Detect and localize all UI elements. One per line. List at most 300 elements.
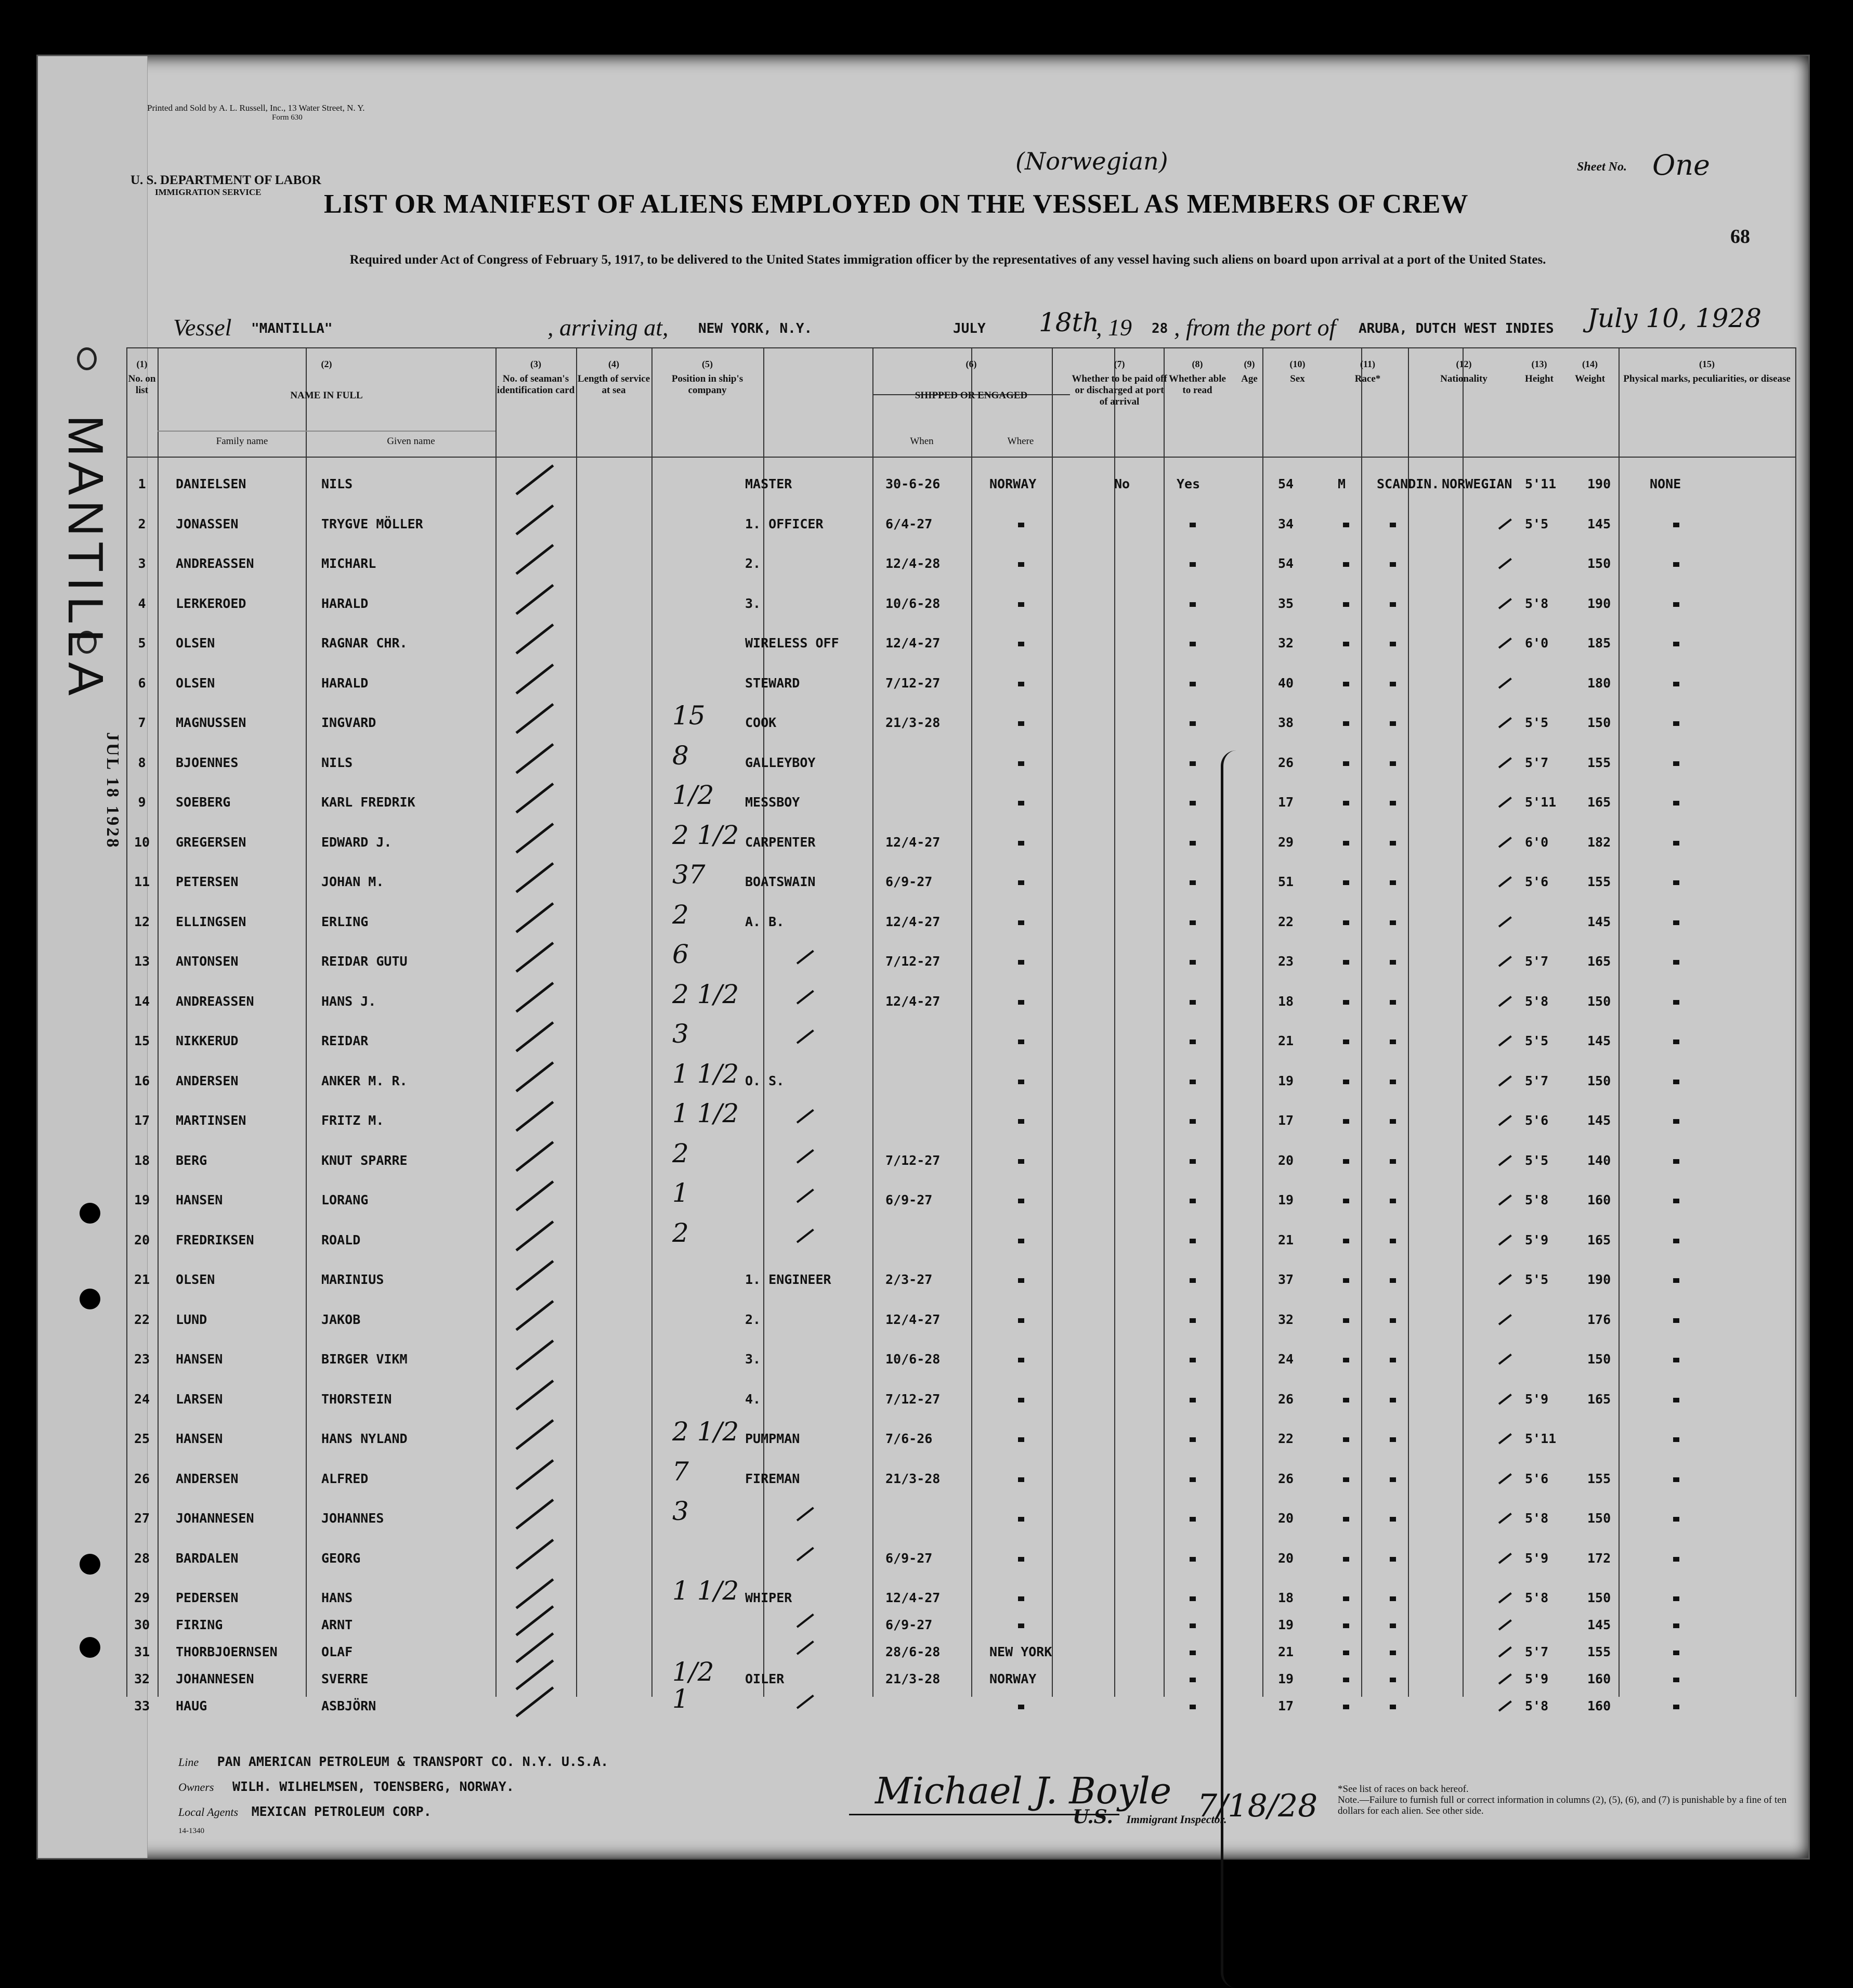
punch-hole [80, 1554, 100, 1575]
ditto-mark [797, 1695, 814, 1709]
crew-weight: 182 [1587, 834, 1611, 850]
ditto-mark [1190, 721, 1196, 726]
crew-when: 7/12-27 [885, 1391, 941, 1407]
ditto-mark [1390, 1557, 1396, 1562]
crew-service: 1/2 [672, 1657, 714, 1687]
crew-no: 5 [138, 635, 146, 651]
ditto-mark [1390, 1080, 1396, 1084]
ditto-mark [1018, 602, 1024, 607]
year-prefix: , 19 [1096, 314, 1132, 341]
crew-weight: 145 [1587, 516, 1611, 531]
crew-height: 5'11 [1525, 795, 1557, 810]
ditto-mark [1343, 1557, 1349, 1562]
ditto-mark [1498, 638, 1512, 649]
crew-weight: 165 [1587, 1391, 1611, 1407]
crew-family: MAGNUSSEN [176, 715, 246, 730]
ditto-mark [1390, 880, 1396, 885]
ditto-mark [1190, 1278, 1196, 1283]
ditto-mark [1018, 1159, 1024, 1164]
ditto-mark [1343, 920, 1349, 925]
crew-when: 21/3-28 [885, 715, 941, 730]
ditto-mark [1498, 1646, 1512, 1658]
ditto-mark [1018, 721, 1024, 726]
crew-service: 2 [672, 1138, 689, 1168]
crew-family: BJOENNES [176, 755, 239, 770]
ditto-mark [1343, 523, 1349, 527]
column-header: Age [1241, 373, 1258, 384]
crew-age: 18 [1278, 993, 1294, 1009]
crew-age: 54 [1278, 476, 1294, 491]
check-mark [515, 1659, 554, 1690]
crew-family: HAUG [176, 1698, 207, 1713]
crew-weight: 160 [1587, 1698, 1611, 1713]
crew-service: 2 [672, 1217, 689, 1248]
crew-weight: 150 [1587, 556, 1611, 571]
ditto-mark [1018, 642, 1024, 646]
ditto-mark [1190, 1517, 1196, 1522]
ditto-mark [1390, 1159, 1396, 1164]
ditto-mark [1673, 562, 1679, 567]
crew-weight: 150 [1587, 1590, 1611, 1605]
column-header: No. of seaman's identification card [497, 373, 575, 396]
ditto-mark [1343, 1119, 1349, 1124]
ditto-mark [1673, 1437, 1679, 1442]
ditto-mark [1390, 1678, 1396, 1682]
crew-height: 5'9 [1525, 1391, 1549, 1407]
ditto-mark [1343, 721, 1349, 726]
ditto-mark [1390, 1358, 1396, 1362]
ditto-mark [1018, 1000, 1024, 1005]
crew-height: 5'5 [1525, 1152, 1549, 1168]
column-number: (2) [321, 359, 332, 369]
check-mark [515, 664, 554, 694]
ditto-mark [1673, 1119, 1679, 1124]
crew-no: 10 [134, 834, 150, 850]
crew-when: 10/6-28 [885, 595, 941, 611]
crew-age: 29 [1278, 834, 1294, 850]
crew-when: 12/4-27 [885, 1590, 941, 1605]
crew-family: HANSEN [176, 1192, 223, 1207]
column-header: Sex [1290, 373, 1305, 384]
crew-age: 38 [1278, 715, 1294, 730]
crew-when: 6/9-27 [885, 1550, 933, 1566]
crew-position: 1. ENGINEER [745, 1272, 831, 1287]
crew-age: 26 [1278, 755, 1294, 770]
check-mark [515, 464, 554, 495]
crew-height: 5'5 [1525, 1272, 1549, 1287]
crew-weight: 165 [1587, 795, 1611, 810]
ditto-mark [1498, 836, 1512, 848]
ditto-mark [1190, 1705, 1196, 1709]
column-subheader: Given name [387, 436, 435, 447]
crew-given: HARALD [321, 595, 369, 611]
crew-read: Yes [1177, 476, 1200, 491]
crew-family: JONASSEN [176, 516, 239, 531]
crew-no: 26 [134, 1471, 150, 1486]
ditto-mark [1343, 1199, 1349, 1203]
crew-no: 18 [134, 1152, 150, 1168]
crew-height: 5'9 [1525, 1232, 1549, 1248]
ditto-mark [1390, 602, 1396, 607]
crew-where: NORWAY [989, 1671, 1037, 1686]
ditto-mark [1018, 1119, 1024, 1124]
crew-family: PETERSEN [176, 874, 239, 889]
crew-height: 5'5 [1525, 715, 1549, 730]
crew-given: TRYGVE MÖLLER [321, 516, 423, 531]
ditto-mark [1018, 801, 1024, 805]
crew-age: 18 [1278, 1590, 1294, 1605]
check-mark [515, 584, 554, 615]
ditto-mark [1190, 960, 1196, 965]
crew-given: JOHAN M. [321, 874, 384, 889]
ditto-mark [1343, 1651, 1349, 1655]
column-number: (14) [1582, 359, 1598, 369]
column-number: (4) [608, 359, 619, 369]
crew-age: 26 [1278, 1391, 1294, 1407]
crew-given: RAGNAR CHR. [321, 635, 408, 651]
ditto-mark [1673, 1199, 1679, 1203]
crew-given: HANS J. [321, 993, 376, 1009]
column-header: Height [1525, 373, 1554, 384]
crew-position: BOATSWAIN [745, 874, 816, 889]
crew-height: 5'6 [1525, 1113, 1549, 1128]
ditto-mark [1498, 876, 1512, 888]
ditto-mark [1018, 1623, 1024, 1628]
column-header: Whether able to read [1169, 373, 1226, 396]
crew-paid: No [1114, 476, 1130, 491]
footnote-races: *See list of races on back hereof. [1338, 1784, 1469, 1795]
column-rule [651, 347, 653, 1697]
ditto-mark [1673, 801, 1679, 805]
crew-given: ANKER M. R. [321, 1073, 408, 1088]
ditto-mark [1390, 801, 1396, 805]
crew-family: JOHANNESEN [176, 1511, 254, 1526]
column-subheader: Where [1007, 436, 1034, 447]
crew-height: 5'11 [1525, 1431, 1557, 1446]
ditto-mark [1498, 1393, 1512, 1405]
ditto-mark [1190, 1199, 1196, 1203]
ditto-mark [1343, 1358, 1349, 1362]
ditto-mark [1390, 1278, 1396, 1283]
ditto-mark [1343, 642, 1349, 646]
crew-service: 1 1/2 [672, 1098, 739, 1128]
column-number: (9) [1244, 359, 1255, 369]
crew-table [126, 347, 1795, 1714]
crew-height: 6'0 [1525, 834, 1549, 850]
ditto-mark [1673, 1318, 1679, 1323]
crew-given: EDWARD J. [321, 834, 392, 850]
vessel-name: "MANTILLA" [251, 321, 333, 336]
crew-no: 7 [138, 715, 146, 730]
ditto-mark [1498, 558, 1512, 569]
crew-age: 22 [1278, 914, 1294, 929]
crew-position: 2. [745, 556, 761, 571]
crew-no: 33 [134, 1698, 150, 1713]
inspector-title: Immigrant Inspector. [1126, 1813, 1227, 1826]
column-rule [1463, 347, 1464, 1697]
crew-weight: 150 [1587, 993, 1611, 1009]
crew-no: 25 [134, 1431, 150, 1446]
ditto-mark [1390, 1651, 1396, 1655]
crew-given: ALFRED [321, 1471, 369, 1486]
page-title: LIST OR MANIFEST OF ALIENS EMPLOYED ON THE VESSEL AS MEMBERS OF CREW [324, 189, 1469, 219]
check-mark [515, 504, 554, 535]
crew-height: 5'8 [1525, 1192, 1549, 1207]
ditto-mark [1343, 1678, 1349, 1682]
crew-age: 19 [1278, 1671, 1294, 1686]
crew-given: MARINIUS [321, 1272, 384, 1287]
ditto-mark [1673, 682, 1679, 686]
ditto-mark [1018, 1318, 1024, 1323]
column-rule [1114, 347, 1115, 1697]
ditto-mark [1390, 1437, 1396, 1442]
crew-family: THORBJOERNSEN [176, 1644, 278, 1659]
crew-family: PEDERSEN [176, 1590, 239, 1605]
crew-no: 14 [134, 993, 150, 1009]
crew-no: 13 [134, 954, 150, 969]
ditto-mark [1190, 1000, 1196, 1005]
check-mark [515, 1419, 554, 1450]
ditto-mark [1498, 1035, 1512, 1047]
column-rule [126, 347, 127, 1697]
crew-weight: 140 [1587, 1152, 1611, 1168]
ditto-mark [1673, 1278, 1679, 1283]
ditto-mark [1343, 562, 1349, 567]
sheet-value: One [1652, 149, 1711, 181]
check-mark [515, 703, 554, 734]
crew-family: ANDERSEN [176, 1073, 239, 1088]
crew-when: 6/4-27 [885, 516, 933, 531]
ditto-mark [1498, 1552, 1512, 1564]
line-value: PAN AMERICAN PETROLEUM & TRANSPORT CO. N.Y. U.S.A. [217, 1754, 609, 1769]
crew-given: THORSTEIN [321, 1391, 392, 1407]
ditto-mark [797, 1030, 814, 1044]
column-rule [576, 347, 577, 1697]
form-code: 14-1340 [178, 1827, 204, 1835]
crew-age: 37 [1278, 1272, 1294, 1287]
crew-no: 24 [134, 1391, 150, 1407]
crew-service: 2 1/2 [672, 1417, 739, 1447]
crew-family: ANTONSEN [176, 954, 239, 969]
footnote [1338, 1784, 1795, 1816]
crew-weight: 145 [1587, 1113, 1611, 1128]
ditto-mark [1673, 841, 1679, 846]
crew-height: 5'9 [1525, 1671, 1549, 1686]
ditto-mark [1390, 1119, 1396, 1124]
ditto-mark [1498, 597, 1512, 609]
crew-given: JOHANNES [321, 1511, 384, 1526]
crew-given: SVERRE [321, 1671, 369, 1686]
ditto-mark [1343, 1318, 1349, 1323]
crew-height: 5'6 [1525, 1471, 1549, 1486]
ditto-mark [1673, 1358, 1679, 1362]
crew-family: ANDREASSEN [176, 556, 254, 571]
crew-given: GEORG [321, 1550, 361, 1566]
crew-height: 5'6 [1525, 874, 1549, 889]
crew-age: 21 [1278, 1033, 1294, 1048]
crew-no: 9 [138, 795, 146, 810]
ditto-mark [1673, 761, 1679, 766]
ditto-mark [1343, 1000, 1349, 1005]
crew-when: 12/4-28 [885, 556, 941, 571]
ditto-mark [797, 1109, 814, 1124]
ditto-mark [1343, 682, 1349, 686]
column-number: (1) [136, 359, 148, 369]
ditto-mark [1018, 1040, 1024, 1044]
year-suffix: 28 [1152, 321, 1168, 336]
crew-family: ANDERSEN [176, 1471, 239, 1486]
crew-height: 5'7 [1525, 954, 1549, 969]
ditto-mark [1673, 960, 1679, 965]
crew-family: ANDREASSEN [176, 993, 254, 1009]
crew-height: 6'0 [1525, 635, 1549, 651]
ditto-mark [1390, 1623, 1396, 1628]
crew-given: NILS [321, 476, 353, 491]
ditto-mark [1343, 1040, 1349, 1044]
ditto-mark [1343, 801, 1349, 805]
crew-given: KNUT SPARRE [321, 1152, 408, 1168]
crew-given: INGVARD [321, 715, 376, 730]
column-rule [1408, 347, 1409, 1697]
ditto-mark [1343, 1623, 1349, 1628]
crew-age: 19 [1278, 1192, 1294, 1207]
crew-when: 7/12-27 [885, 1152, 941, 1168]
crew-height: 5'8 [1525, 993, 1549, 1009]
crew-service: 1 1/2 [672, 1058, 739, 1089]
ditto-mark [1390, 960, 1396, 965]
ditto-mark [1673, 920, 1679, 925]
ditto-mark [1498, 1354, 1512, 1365]
crew-given: ASBJÖRN [321, 1698, 376, 1713]
ditto-mark [1190, 642, 1196, 646]
crew-age: 51 [1278, 874, 1294, 889]
crew-given: REIDAR GUTU [321, 954, 408, 969]
crew-age: 54 [1278, 556, 1294, 571]
crew-when: 12/4-27 [885, 993, 941, 1009]
check-mark [515, 1101, 554, 1132]
crew-family: LUND [176, 1311, 207, 1327]
ditto-mark [1190, 1437, 1196, 1442]
crew-position: GALLEYBOY [745, 755, 816, 770]
crew-family: ELLINGSEN [176, 914, 246, 929]
column-header: No. on list [128, 373, 156, 396]
ditto-mark [1343, 1705, 1349, 1709]
ditto-mark [1190, 841, 1196, 846]
ditto-mark [1018, 1517, 1024, 1522]
column-rule [306, 347, 307, 1697]
nationality-annotation: (Norwegian) [1015, 147, 1168, 175]
crew-position: WHIPER [745, 1590, 792, 1605]
column-subheader: When [910, 436, 934, 447]
crew-weight: 155 [1587, 874, 1611, 889]
check-mark [515, 1632, 554, 1663]
column-number: (3) [530, 359, 541, 369]
crew-given: REIDAR [321, 1033, 369, 1048]
ditto-mark [1498, 1274, 1512, 1285]
vessel-stamp: MANTILLA [58, 415, 113, 701]
crew-where: NORWAY [989, 476, 1037, 491]
ditto-mark [1343, 1159, 1349, 1164]
crew-position: O. S. [745, 1073, 785, 1088]
ditto-mark [1190, 1358, 1196, 1362]
check-mark [515, 1459, 554, 1490]
crew-weight: 160 [1587, 1192, 1611, 1207]
column-number: (6) [965, 359, 977, 369]
column-header: Position in ship's company [671, 373, 743, 396]
crew-age: 17 [1278, 1698, 1294, 1713]
arriving-port: NEW YORK, N.Y. [698, 321, 813, 336]
ditto-mark [1343, 761, 1349, 766]
crew-no: 8 [138, 755, 146, 770]
ditto-mark [1673, 1678, 1679, 1682]
ditto-mark [1018, 920, 1024, 925]
column-number: (7) [1114, 359, 1125, 369]
crew-height: 5'8 [1525, 1698, 1549, 1713]
ditto-mark [1390, 1199, 1396, 1203]
ditto-mark [1018, 1557, 1024, 1562]
ditto-mark [1190, 1119, 1196, 1124]
ditto-mark [1498, 1194, 1512, 1206]
crew-weight: 180 [1587, 675, 1611, 691]
crew-when: 12/4-27 [885, 834, 941, 850]
ditto-mark [1018, 880, 1024, 885]
ditto-mark [1390, 1040, 1396, 1044]
ditto-mark [1390, 920, 1396, 925]
arrival-month: JULY [953, 321, 986, 336]
crew-no: 22 [134, 1311, 150, 1327]
check-mark [515, 1578, 554, 1609]
ditto-mark [1390, 682, 1396, 686]
crew-when: 6/9-27 [885, 874, 933, 889]
footnote-penalty: Note.—Failure to furnish full or correct information in columns (2), (5), (6), and (7) is punishable by a fine of ten dollars for each alien. See other side. [1338, 1795, 1787, 1816]
crew-age: 35 [1278, 595, 1294, 611]
from-label: , from the port of [1174, 314, 1336, 341]
ditto-mark [1390, 1239, 1396, 1243]
crew-no: 11 [134, 874, 150, 889]
ditto-mark [1390, 1477, 1396, 1482]
check-mark [515, 623, 554, 654]
ditto-mark [1018, 1477, 1024, 1482]
crew-family: BERG [176, 1152, 207, 1168]
ditto-mark [1498, 1592, 1512, 1604]
crew-height: 5'5 [1525, 516, 1549, 531]
column-rule [763, 347, 764, 1697]
crew-weight: 160 [1587, 1671, 1611, 1686]
crew-where: NEW YORK [989, 1644, 1052, 1659]
crew-family: OLSEN [176, 675, 215, 691]
crew-weight: 155 [1587, 1471, 1611, 1486]
ditto-mark [1343, 880, 1349, 885]
crew-family: HANSEN [176, 1431, 223, 1446]
check-mark [515, 1021, 554, 1052]
ditto-mark [1498, 956, 1512, 967]
crew-weight: 155 [1587, 1644, 1611, 1659]
column-rule [495, 347, 497, 1697]
check-mark [515, 544, 554, 575]
ditto-mark [1498, 1473, 1512, 1484]
arriving-label: , arriving at, [547, 314, 669, 341]
punch-hole [80, 1637, 100, 1658]
crew-weight: 190 [1587, 1272, 1611, 1287]
crew-service: 2 [672, 899, 689, 930]
crew-position: MESSBOY [745, 795, 800, 810]
table-top-rule [126, 347, 1795, 348]
crew-weight: 145 [1587, 1033, 1611, 1048]
ditto-mark [1018, 1358, 1024, 1362]
crew-no: 4 [138, 595, 146, 611]
check-mark [515, 823, 554, 853]
crew-given: HANS [321, 1590, 353, 1605]
